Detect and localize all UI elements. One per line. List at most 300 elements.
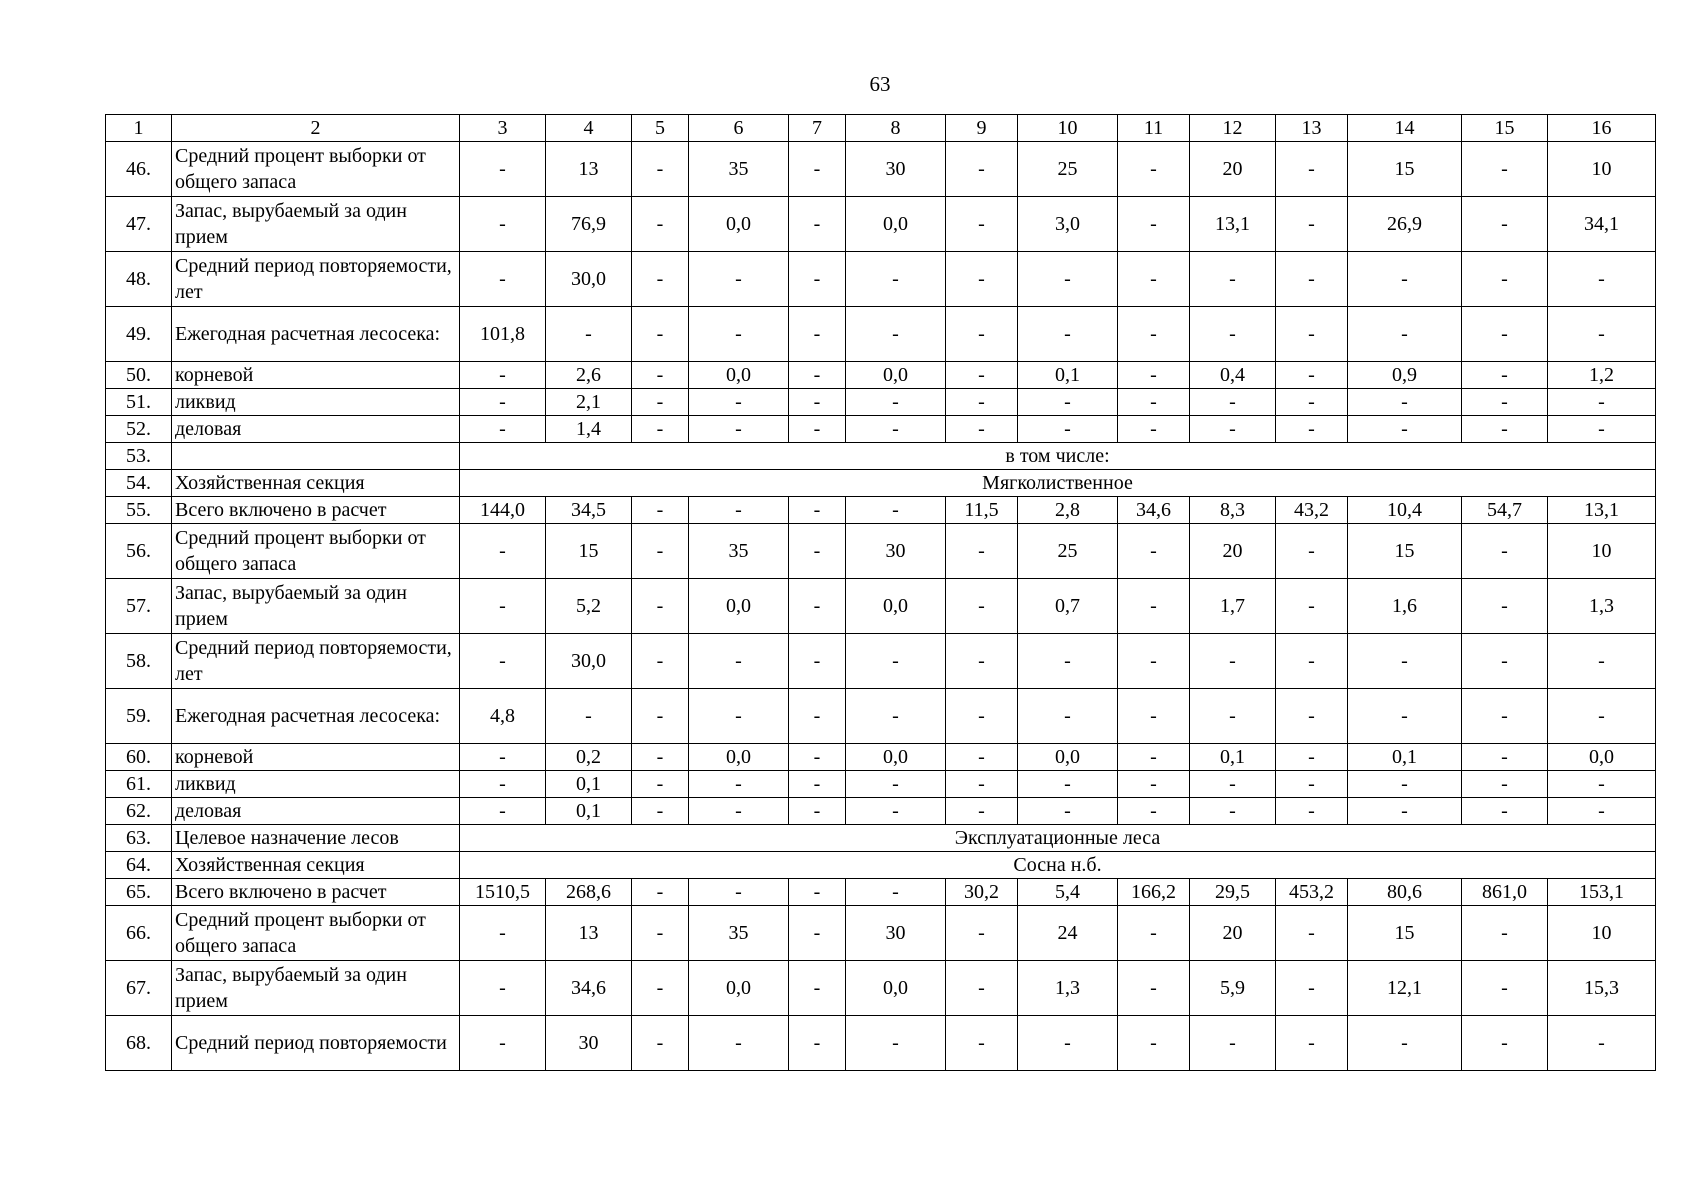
row-number: 65.: [106, 879, 172, 906]
table-body: [106, 115, 1656, 1071]
value-cell: -: [689, 689, 789, 744]
value-cell: 54,7: [1462, 497, 1548, 524]
value-cell: -: [1018, 771, 1118, 798]
header-cell: 2: [172, 115, 460, 142]
value-cell: -: [946, 961, 1018, 1016]
value-cell: 0,9: [1348, 362, 1462, 389]
value-cell: -: [1118, 744, 1190, 771]
row-number: 55.: [106, 497, 172, 524]
table-row: [106, 634, 1656, 689]
row-number: 66.: [106, 906, 172, 961]
row-label: Средний процент выборки от общего запаса: [172, 524, 460, 579]
row-label: Ежегодная расчетная лесосека:: [172, 307, 460, 362]
value-cell: 15: [546, 524, 632, 579]
value-cell: -: [460, 798, 546, 825]
value-cell: -: [789, 689, 846, 744]
value-cell: -: [946, 416, 1018, 443]
value-cell: -: [1118, 197, 1190, 252]
value-cell: -: [632, 197, 689, 252]
value-cell: 43,2: [1276, 497, 1348, 524]
value-cell: -: [1118, 524, 1190, 579]
value-cell: 0,0: [846, 362, 946, 389]
value-cell: -: [460, 906, 546, 961]
value-cell: -: [1018, 689, 1118, 744]
value-cell: -: [632, 142, 689, 197]
row-number: 56.: [106, 524, 172, 579]
value-cell: -: [632, 362, 689, 389]
value-cell: -: [460, 744, 546, 771]
value-cell: -: [689, 416, 789, 443]
value-cell: -: [1462, 197, 1548, 252]
row-label: Средний период повторяемости: [172, 1016, 460, 1071]
value-cell: 0,1: [546, 798, 632, 825]
header-cell: 14: [1348, 115, 1462, 142]
value-cell: -: [1462, 798, 1548, 825]
value-cell: -: [946, 771, 1018, 798]
value-cell: 0,1: [1348, 744, 1462, 771]
value-cell: 2,8: [1018, 497, 1118, 524]
value-cell: 1,7: [1190, 579, 1276, 634]
value-cell: 34,6: [546, 961, 632, 1016]
value-cell: 0,0: [1548, 744, 1656, 771]
value-cell: -: [1118, 906, 1190, 961]
value-cell: 0,0: [846, 197, 946, 252]
value-cell: -: [1348, 389, 1462, 416]
value-cell: -: [632, 906, 689, 961]
value-cell: 0,0: [689, 362, 789, 389]
table-row: [106, 497, 1656, 524]
value-cell: 80,6: [1348, 879, 1462, 906]
value-cell: 25: [1018, 142, 1118, 197]
value-cell: -: [1276, 197, 1348, 252]
header-cell: 11: [1118, 115, 1190, 142]
value-cell: -: [1190, 689, 1276, 744]
row-number: 54.: [106, 470, 172, 497]
value-cell: -: [689, 634, 789, 689]
value-cell: -: [632, 389, 689, 416]
value-cell: 34,5: [546, 497, 632, 524]
value-cell: -: [789, 252, 846, 307]
value-cell: -: [1462, 961, 1548, 1016]
table-row: [106, 470, 1656, 497]
value-cell: -: [1018, 798, 1118, 825]
value-cell: -: [460, 142, 546, 197]
value-cell: -: [460, 634, 546, 689]
value-cell: 1,2: [1548, 362, 1656, 389]
value-cell: 1,4: [546, 416, 632, 443]
value-cell: -: [846, 771, 946, 798]
value-cell: -: [1348, 689, 1462, 744]
value-cell: -: [1548, 389, 1656, 416]
value-cell: -: [789, 197, 846, 252]
value-cell: -: [689, 771, 789, 798]
value-cell: 0,4: [1190, 362, 1276, 389]
row-label: Целевое назначение лесов: [172, 825, 460, 852]
value-cell: -: [1348, 1016, 1462, 1071]
value-cell: 1,3: [1548, 579, 1656, 634]
value-cell: 29,5: [1190, 879, 1276, 906]
value-cell: -: [946, 579, 1018, 634]
value-cell: -: [946, 634, 1018, 689]
value-cell: -: [460, 579, 546, 634]
value-cell: 10: [1548, 524, 1656, 579]
value-cell: 5,9: [1190, 961, 1276, 1016]
table-row: [106, 1016, 1656, 1071]
value-cell: -: [1276, 524, 1348, 579]
value-cell: -: [632, 689, 689, 744]
value-cell: -: [1548, 634, 1656, 689]
value-cell: 166,2: [1118, 879, 1190, 906]
table-row: [106, 142, 1656, 197]
value-cell: -: [789, 142, 846, 197]
value-cell: -: [1462, 906, 1548, 961]
value-cell: 268,6: [546, 879, 632, 906]
value-cell: -: [1462, 307, 1548, 362]
value-cell: 30: [846, 524, 946, 579]
value-cell: 13,1: [1548, 497, 1656, 524]
value-cell: -: [946, 362, 1018, 389]
value-cell: -: [789, 961, 846, 1016]
value-cell: -: [946, 197, 1018, 252]
header-cell: 7: [789, 115, 846, 142]
value-cell: 15,3: [1548, 961, 1656, 1016]
value-cell: -: [632, 961, 689, 1016]
value-cell: -: [689, 252, 789, 307]
value-cell: -: [846, 798, 946, 825]
value-cell: -: [1462, 634, 1548, 689]
page-number: 63: [869, 72, 891, 96]
row-label: Всего включено в расчет: [172, 497, 460, 524]
value-cell: -: [846, 1016, 946, 1071]
value-cell: 3,0: [1018, 197, 1118, 252]
value-cell: -: [632, 634, 689, 689]
value-cell: -: [1462, 1016, 1548, 1071]
value-cell: -: [1276, 771, 1348, 798]
value-cell: 10: [1548, 906, 1656, 961]
table-row: [106, 906, 1656, 961]
value-cell: -: [1276, 416, 1348, 443]
value-cell: -: [632, 524, 689, 579]
row-label: Запас, вырубаемый за один прием: [172, 197, 460, 252]
value-cell: -: [1276, 389, 1348, 416]
value-cell: -: [689, 389, 789, 416]
row-label: корневой: [172, 744, 460, 771]
value-cell: -: [1276, 142, 1348, 197]
value-cell: -: [632, 771, 689, 798]
value-cell: -: [1118, 579, 1190, 634]
value-cell: -: [460, 389, 546, 416]
value-cell: 0,0: [689, 744, 789, 771]
header-cell: 13: [1276, 115, 1348, 142]
value-cell: 15: [1348, 142, 1462, 197]
row-number: 49.: [106, 307, 172, 362]
value-cell: -: [1462, 389, 1548, 416]
value-cell: 20: [1190, 906, 1276, 961]
value-cell: -: [632, 579, 689, 634]
value-cell: -: [632, 497, 689, 524]
row-label: Средний процент выборки от общего запаса: [172, 906, 460, 961]
value-cell: -: [789, 362, 846, 389]
value-cell: 15: [1348, 906, 1462, 961]
value-cell: -: [946, 798, 1018, 825]
value-cell: 30: [546, 1016, 632, 1071]
value-cell: -: [1548, 771, 1656, 798]
value-cell: -: [1462, 744, 1548, 771]
table-row: [106, 362, 1656, 389]
value-cell: -: [846, 416, 946, 443]
value-cell: 11,5: [946, 497, 1018, 524]
value-cell: -: [1018, 307, 1118, 362]
value-cell: -: [946, 906, 1018, 961]
value-cell: 0,1: [1190, 744, 1276, 771]
value-cell: -: [632, 744, 689, 771]
value-cell: 20: [1190, 524, 1276, 579]
value-cell: -: [946, 744, 1018, 771]
row-label: корневой: [172, 362, 460, 389]
row-number: 57.: [106, 579, 172, 634]
value-cell: -: [1118, 961, 1190, 1016]
value-cell: -: [1462, 579, 1548, 634]
value-cell: -: [1018, 634, 1118, 689]
value-cell: -: [689, 879, 789, 906]
value-cell: 30,2: [946, 879, 1018, 906]
value-cell: 13,1: [1190, 197, 1276, 252]
header-cell: 5: [632, 115, 689, 142]
value-cell: -: [1118, 142, 1190, 197]
value-cell: 4,8: [460, 689, 546, 744]
value-cell: -: [1118, 634, 1190, 689]
value-cell: 30,0: [546, 634, 632, 689]
value-cell: -: [789, 389, 846, 416]
header-cell: 8: [846, 115, 946, 142]
value-cell: -: [1276, 362, 1348, 389]
value-cell: 12,1: [1348, 961, 1462, 1016]
value-cell: 26,9: [1348, 197, 1462, 252]
data-table: [105, 114, 1656, 1071]
table-row: [106, 852, 1656, 879]
row-label: [172, 443, 460, 470]
value-cell: -: [789, 879, 846, 906]
value-cell: -: [1348, 771, 1462, 798]
row-label: Запас, вырубаемый за один прием: [172, 579, 460, 634]
section-heading: в том числе:: [460, 443, 1656, 470]
value-cell: -: [1276, 906, 1348, 961]
table-row: [106, 197, 1656, 252]
value-cell: -: [789, 497, 846, 524]
row-label: ликвид: [172, 771, 460, 798]
header-cell: 9: [946, 115, 1018, 142]
value-cell: 35: [689, 906, 789, 961]
header-cell: 3: [460, 115, 546, 142]
value-cell: 1510,5: [460, 879, 546, 906]
value-cell: -: [1462, 252, 1548, 307]
value-cell: -: [846, 497, 946, 524]
value-cell: -: [789, 524, 846, 579]
value-cell: -: [1118, 1016, 1190, 1071]
value-cell: -: [1018, 389, 1118, 416]
section-heading: Мягколиственное: [460, 470, 1656, 497]
value-cell: -: [789, 579, 846, 634]
value-cell: 0,1: [546, 771, 632, 798]
value-cell: 30,0: [546, 252, 632, 307]
row-number: 62.: [106, 798, 172, 825]
value-cell: -: [846, 307, 946, 362]
row-number: 67.: [106, 961, 172, 1016]
value-cell: -: [1462, 362, 1548, 389]
value-cell: -: [632, 307, 689, 362]
value-cell: 0,0: [689, 197, 789, 252]
table-row: [106, 389, 1656, 416]
header-cell: 1: [106, 115, 172, 142]
value-cell: -: [632, 798, 689, 825]
table-row: [106, 307, 1656, 362]
value-cell: -: [1190, 307, 1276, 362]
table-row: [106, 879, 1656, 906]
row-label: Средний период повторяемости, лет: [172, 252, 460, 307]
value-cell: 0,7: [1018, 579, 1118, 634]
value-cell: 10,4: [1348, 497, 1462, 524]
value-cell: -: [1276, 307, 1348, 362]
value-cell: -: [1276, 798, 1348, 825]
row-number: 46.: [106, 142, 172, 197]
value-cell: -: [789, 744, 846, 771]
value-cell: 30: [846, 906, 946, 961]
value-cell: -: [789, 307, 846, 362]
value-cell: 0,1: [1018, 362, 1118, 389]
value-cell: -: [460, 197, 546, 252]
row-number: 63.: [106, 825, 172, 852]
value-cell: -: [1348, 252, 1462, 307]
value-cell: -: [1462, 524, 1548, 579]
value-cell: -: [1548, 689, 1656, 744]
value-cell: -: [1462, 689, 1548, 744]
value-cell: -: [460, 252, 546, 307]
row-label: деловая: [172, 798, 460, 825]
value-cell: 0,0: [689, 961, 789, 1016]
value-cell: -: [1276, 634, 1348, 689]
value-cell: -: [789, 906, 846, 961]
value-cell: -: [460, 771, 546, 798]
value-cell: 0,0: [1018, 744, 1118, 771]
value-cell: 34,1: [1548, 197, 1656, 252]
table-row: [106, 744, 1656, 771]
value-cell: -: [1548, 798, 1656, 825]
value-cell: -: [946, 524, 1018, 579]
value-cell: -: [1118, 798, 1190, 825]
value-cell: -: [546, 689, 632, 744]
value-cell: 24: [1018, 906, 1118, 961]
value-cell: -: [789, 1016, 846, 1071]
value-cell: -: [1190, 798, 1276, 825]
value-cell: -: [1118, 689, 1190, 744]
row-number: 47.: [106, 197, 172, 252]
value-cell: 0,0: [846, 961, 946, 1016]
row-label: Запас, вырубаемый за один прием: [172, 961, 460, 1016]
value-cell: 5,2: [546, 579, 632, 634]
value-cell: -: [1276, 689, 1348, 744]
row-label: Средний период повторяемости, лет: [172, 634, 460, 689]
value-cell: -: [946, 307, 1018, 362]
value-cell: -: [460, 961, 546, 1016]
value-cell: -: [689, 1016, 789, 1071]
value-cell: -: [1190, 634, 1276, 689]
value-cell: 1,6: [1348, 579, 1462, 634]
value-cell: -: [1118, 389, 1190, 416]
value-cell: -: [1118, 307, 1190, 362]
row-number: 52.: [106, 416, 172, 443]
row-label: ликвид: [172, 389, 460, 416]
value-cell: -: [846, 879, 946, 906]
value-cell: -: [546, 307, 632, 362]
header-row: [106, 115, 1656, 142]
value-cell: -: [1276, 579, 1348, 634]
value-cell: -: [1276, 1016, 1348, 1071]
value-cell: -: [946, 252, 1018, 307]
header-cell: 12: [1190, 115, 1276, 142]
value-cell: -: [1462, 142, 1548, 197]
value-cell: -: [1348, 416, 1462, 443]
value-cell: 15: [1348, 524, 1462, 579]
value-cell: -: [789, 416, 846, 443]
value-cell: 76,9: [546, 197, 632, 252]
value-cell: -: [689, 307, 789, 362]
value-cell: -: [460, 362, 546, 389]
table-row: [106, 798, 1656, 825]
row-label: деловая: [172, 416, 460, 443]
value-cell: -: [1190, 389, 1276, 416]
value-cell: -: [460, 1016, 546, 1071]
table-row: [106, 252, 1656, 307]
table-row: [106, 961, 1656, 1016]
value-cell: -: [1018, 252, 1118, 307]
row-number: 58.: [106, 634, 172, 689]
value-cell: -: [1276, 961, 1348, 1016]
row-number: 68.: [106, 1016, 172, 1071]
value-cell: -: [1548, 1016, 1656, 1071]
value-cell: -: [946, 689, 1018, 744]
value-cell: -: [1462, 771, 1548, 798]
value-cell: -: [1118, 252, 1190, 307]
value-cell: 101,8: [460, 307, 546, 362]
row-label: Ежегодная расчетная лесосека:: [172, 689, 460, 744]
row-number: 51.: [106, 389, 172, 416]
value-cell: 144,0: [460, 497, 546, 524]
value-cell: 13: [546, 906, 632, 961]
value-cell: 20: [1190, 142, 1276, 197]
value-cell: 0,0: [689, 579, 789, 634]
value-cell: 10: [1548, 142, 1656, 197]
value-cell: 30: [846, 142, 946, 197]
row-number: 53.: [106, 443, 172, 470]
value-cell: 0,2: [546, 744, 632, 771]
row-number: 64.: [106, 852, 172, 879]
value-cell: -: [1276, 744, 1348, 771]
row-number: 59.: [106, 689, 172, 744]
value-cell: 8,3: [1190, 497, 1276, 524]
value-cell: -: [1190, 771, 1276, 798]
value-cell: 35: [689, 142, 789, 197]
value-cell: 34,6: [1118, 497, 1190, 524]
header-cell: 4: [546, 115, 632, 142]
value-cell: -: [789, 771, 846, 798]
value-cell: -: [632, 1016, 689, 1071]
row-label: Хозяйственная секция: [172, 852, 460, 879]
table-row: [106, 443, 1656, 470]
row-number: 60.: [106, 744, 172, 771]
row-number: 48.: [106, 252, 172, 307]
table-row: [106, 771, 1656, 798]
value-cell: -: [1462, 416, 1548, 443]
